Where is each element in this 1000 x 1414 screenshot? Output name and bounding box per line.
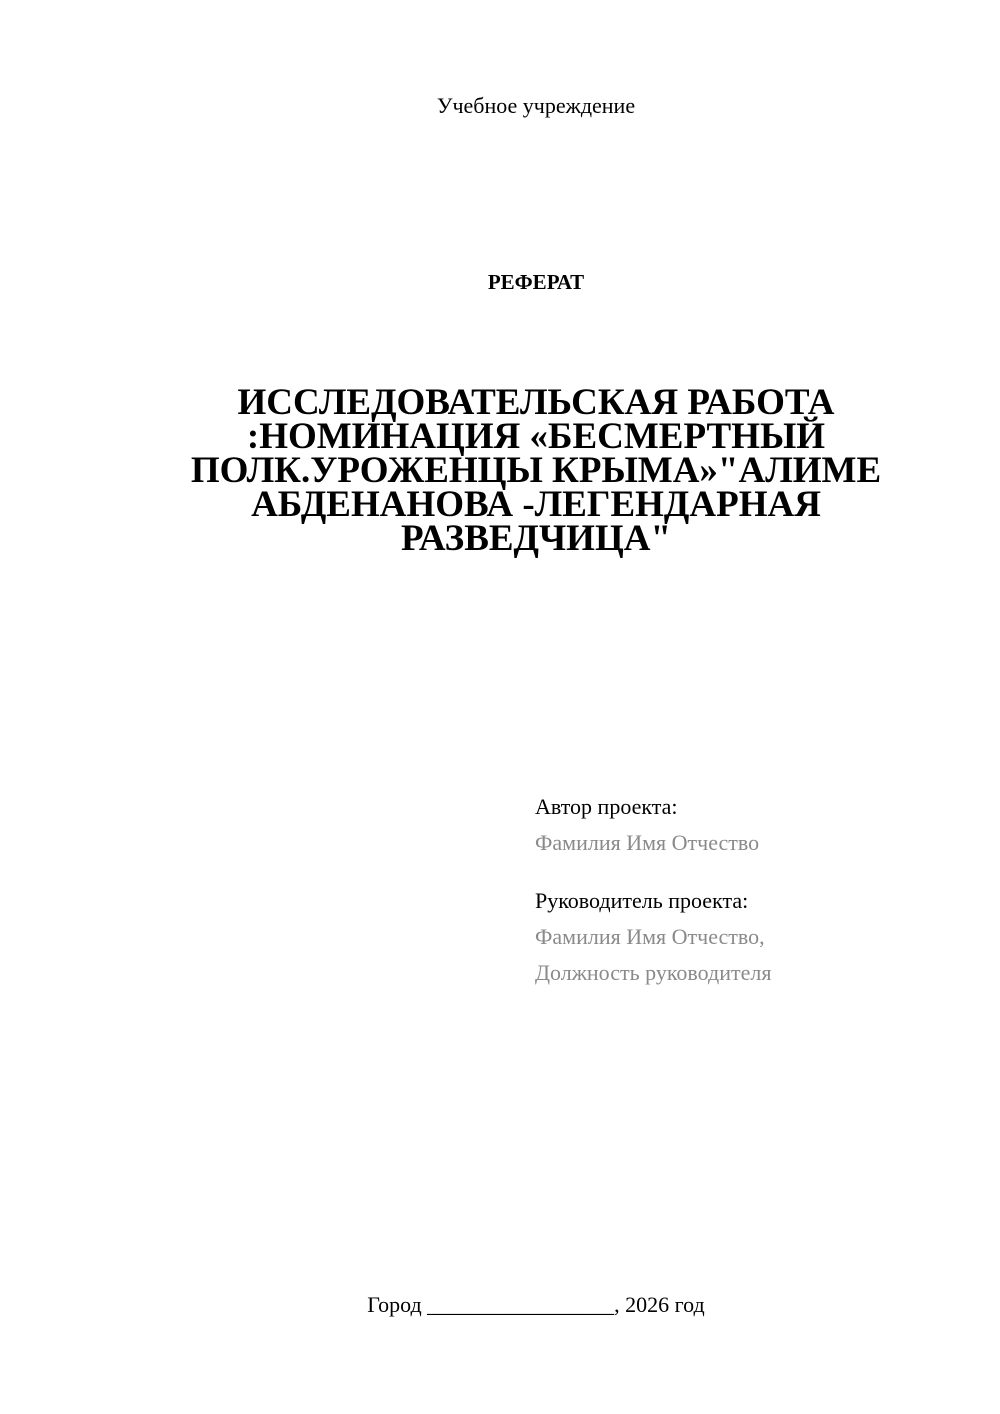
institution-name: Учебное учреждение [436, 93, 636, 118]
supervisor-name-placeholder: Фамилия Имя Отчество, [535, 924, 765, 949]
document-type: РЕФЕРАТ [487, 270, 585, 294]
title-line: РАЗВЕДЧИЦА" [401, 518, 671, 559]
title-line: ИССЛЕДОВАТЕЛЬСКАЯ РАБОТА [237, 382, 835, 423]
title-line: :НОМИНАЦИЯ «БЕСМЕРТНЫЙ [246, 416, 826, 457]
city-year-line: Город _________________, 2026 год [367, 1292, 705, 1317]
supervisor-position-placeholder: Должность руководителя [535, 960, 772, 985]
authors-block [535, 792, 975, 988]
author-label: Автор проекта: [535, 794, 678, 819]
author-name-placeholder: Фамилия Имя Отчество [535, 830, 760, 855]
author-block [535, 792, 975, 858]
supervisor-label: Руководитель проекта: [535, 888, 749, 913]
title-line: АБДЕНАНОВА -ЛЕГЕНДАРНАЯ [251, 484, 821, 525]
supervisor-block [535, 886, 975, 988]
title-line: ПОЛК.УРОЖЕНЦЫ КРЫМА»"АЛИМЕ [190, 450, 882, 491]
document-title [150, 382, 922, 559]
